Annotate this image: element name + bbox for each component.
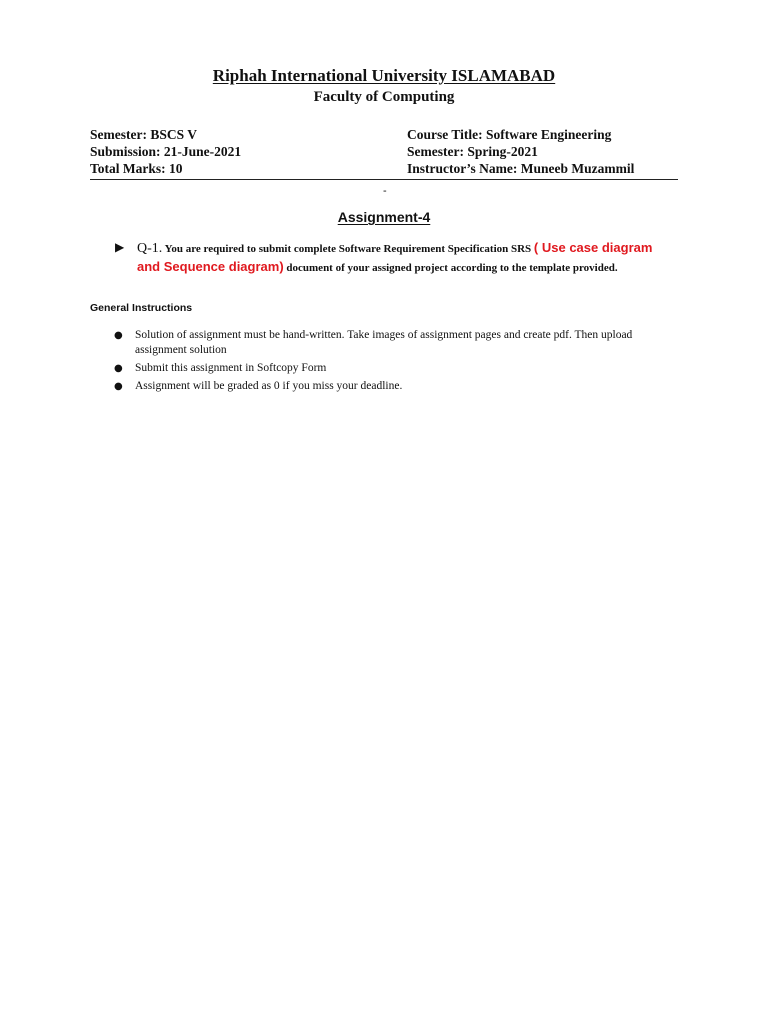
list-item [114, 361, 654, 376]
separator-mark: - [383, 185, 387, 197]
list-item [114, 379, 654, 394]
bullet-dot-icon: ● [114, 381, 123, 392]
university-title: Riphah International University ISLAMABAD [212, 66, 556, 85]
question-number: Q-1. [137, 241, 163, 256]
submission-date: Submission: 21-June-2021 [90, 144, 242, 159]
course-title: Course Title: Software Engineering [407, 127, 612, 142]
meta-left-column [90, 126, 241, 177]
list-item [114, 328, 654, 358]
question-text-before: You are required to submit complete Software Requirement Specification SRS [162, 243, 534, 255]
semester-term: Semester: Spring-2021 [407, 144, 538, 159]
bullet-dot-icon: ● [114, 330, 123, 341]
instruction-text: Assignment will be graded as 0 if you miss your deadline. [135, 380, 403, 392]
bullet-dot-icon: ● [114, 363, 123, 374]
meta-right-column [407, 126, 634, 177]
header-divider [90, 179, 678, 180]
general-instructions-heading: General Instructions [90, 302, 193, 314]
assignment-title: Assignment-4 [337, 209, 431, 225]
question-text [137, 239, 677, 277]
question-text-after: document of your assigned project according to the template provided. [283, 262, 618, 274]
instruction-text: Submit this assignment in Softcopy Form [135, 362, 327, 374]
total-marks: Total Marks: 10 [90, 161, 183, 176]
instructions-list [114, 328, 654, 397]
semester-level: Semester: BSCS V [90, 127, 197, 142]
question-highlight: ( Use case diagram and Sequence diagram) [137, 240, 653, 274]
instruction-text: Solution of assignment must be hand-written. Take images of assignment pages and create pdf. Then upload assignment solution [135, 329, 633, 356]
triangle-right-icon: ▶ [115, 240, 125, 254]
faculty-title: Faculty of Computing [313, 89, 455, 105]
instructor-name: Instructor’s Name: Muneeb Muzammil [407, 161, 635, 176]
